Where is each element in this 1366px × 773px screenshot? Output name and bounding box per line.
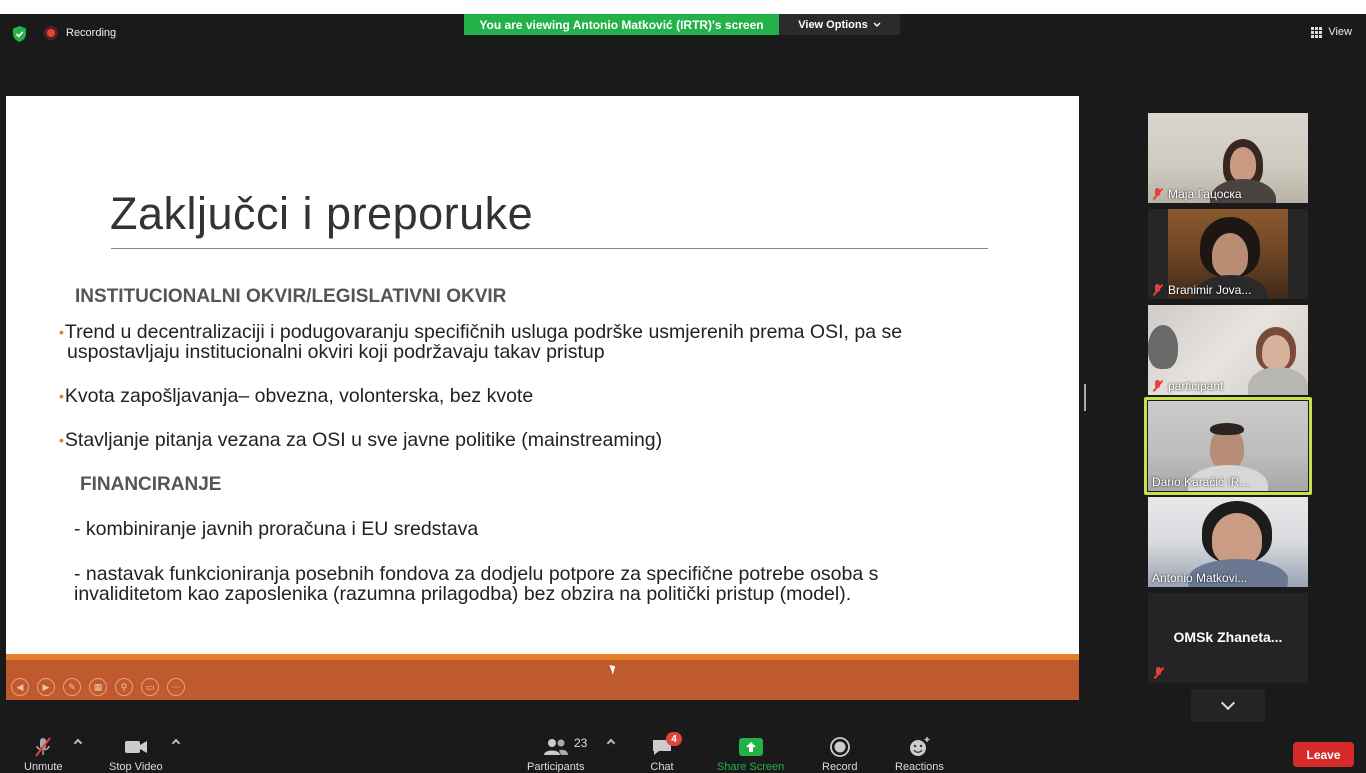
unmute-button[interactable] — [24, 736, 63, 773]
grid-view-icon — [1311, 27, 1322, 38]
participant-name: Dario Karačić IR... — [1152, 475, 1250, 489]
mic-muted-icon — [1153, 667, 1165, 679]
mic-muted-icon — [1152, 380, 1164, 392]
share-screen-label: Share Screen — [717, 761, 785, 773]
bullet-dot-icon: • — [59, 388, 64, 404]
slide-dash-item: - nastavak funkcioniranja posebnih fondova za dodjelu potpore za specifične potrebe osoba s invaliditetom kao zaposlenika (razumna prilagodba) bez obzira na politički pristup (model). — [74, 563, 879, 605]
slides-overview-icon[interactable]: ▦ — [89, 678, 107, 696]
participant-name: Маја Гацоска — [1152, 187, 1242, 201]
mic-muted-icon — [32, 736, 54, 758]
slide-bullet: •Stavljanje pitanja vezana za OSI u sve javne politike (mainstreaming) — [59, 429, 663, 451]
meeting-toolbar — [0, 722, 1366, 773]
slide-heading-financing: FINANCIRANJE — [80, 474, 222, 495]
participant-video-face — [1212, 513, 1262, 565]
pen-icon[interactable]: ✎ — [63, 678, 81, 696]
previous-slide-icon[interactable]: ◀ — [11, 678, 29, 696]
record-button[interactable] — [822, 736, 857, 773]
participants-count: 23 — [574, 736, 588, 750]
participant-video-left — [1148, 325, 1178, 369]
record-dot-icon — [44, 26, 58, 40]
mouse-cursor-icon — [609, 663, 617, 674]
slide-bullet: •Trend u decentralizaciji i podugovaranju specifičnih usluga podrške usmjerenih prema OSI, pa se uspostavljaju institucionalni okviri koji podržavaju takav pristup — [59, 322, 989, 362]
gallery-scroll-down-button[interactable] — [1191, 689, 1265, 722]
share-screen-icon — [738, 736, 764, 758]
slide-heading-institutional: INSTITUCIONALNI OKVIR/LEGISLATIVNI OKVIR — [75, 286, 507, 307]
mic-muted-icon — [1152, 188, 1164, 200]
shared-slide — [6, 96, 1079, 656]
record-label: Record — [822, 761, 858, 773]
subtitles-icon[interactable]: ▭ — [141, 678, 159, 696]
recording-indicator[interactable] — [44, 26, 116, 40]
video-camera-icon — [123, 736, 149, 758]
participant-video-face — [1230, 147, 1256, 181]
more-options-icon[interactable]: ⋯ — [167, 678, 185, 696]
participant-tile[interactable] — [1148, 113, 1308, 203]
participant-video-right-face — [1262, 335, 1290, 369]
presentation-controls — [11, 678, 185, 696]
view-options-button[interactable] — [779, 14, 900, 35]
participant-tile-active[interactable] — [1148, 401, 1308, 491]
footer-accent-line — [6, 654, 1079, 660]
audio-options-caret[interactable] — [74, 739, 82, 747]
participant-video-hair — [1210, 423, 1244, 435]
view-button[interactable] — [1311, 26, 1352, 38]
top-white-strip — [0, 0, 1366, 14]
video-options-caret[interactable] — [172, 739, 180, 747]
share-screen-button[interactable] — [717, 736, 784, 773]
participant-tile-video-off[interactable] — [1148, 593, 1308, 683]
record-icon — [829, 736, 851, 758]
participants-label: Participants — [527, 761, 585, 773]
participant-name-large: OMSk Zhaneta... — [1173, 629, 1283, 645]
shield-icon[interactable] — [11, 25, 28, 43]
chat-unread-badge: 4 — [666, 732, 682, 746]
bullet-dot-icon: • — [59, 324, 64, 340]
view-label: View — [1328, 26, 1352, 38]
viewing-banner: You are viewing Antonio Matković (IRTR)'s screen — [464, 14, 779, 35]
title-divider — [111, 248, 988, 249]
zoom-icon[interactable]: ⚲ — [115, 678, 133, 696]
mic-muted-icon — [1152, 284, 1164, 296]
participant-name: Branimir Jova... — [1152, 283, 1251, 297]
chat-label: Chat — [650, 761, 674, 773]
bullet-dot-icon: • — [59, 432, 64, 448]
participant-tile[interactable] — [1148, 209, 1308, 299]
reactions-button[interactable] — [895, 736, 944, 773]
participants-icon — [542, 736, 570, 758]
slide-dash-item: - kombiniranje javnih proračuna i EU sredstava — [74, 518, 479, 540]
slide-title: Zaključci i preporuke — [110, 188, 534, 239]
participant-name: Antonio Matkovi... — [1152, 571, 1248, 585]
slide-footer-bar — [6, 654, 1079, 700]
chevron-down-icon — [1221, 696, 1235, 710]
participant-tile[interactable] — [1148, 497, 1308, 587]
chevron-down-icon — [873, 22, 881, 28]
slide-bullet: •Kvota zapošljavanja– obvezna, volonterska, bez kvote — [59, 385, 534, 407]
view-options-label: View Options — [798, 18, 868, 31]
bullet-continuation: uspostavljaju institucionalni okviri koji podržavaju takav pristup — [67, 341, 605, 363]
unmute-label: Unmute — [24, 761, 63, 773]
next-slide-icon[interactable]: ▶ — [37, 678, 55, 696]
reactions-label: Reactions — [895, 761, 944, 773]
participant-video-face — [1212, 233, 1248, 277]
leave-button[interactable]: Leave — [1293, 742, 1354, 767]
panel-resize-handle[interactable] — [1084, 384, 1086, 411]
participant-name: participant — [1152, 379, 1223, 393]
emoji-reaction-icon — [907, 736, 931, 758]
participants-options-caret[interactable] — [607, 739, 615, 747]
stop-video-button[interactable] — [109, 736, 163, 773]
recording-label: Recording — [66, 27, 117, 39]
participant-tile[interactable] — [1148, 305, 1308, 395]
participant-video-right-body — [1248, 367, 1308, 395]
stop-video-label: Stop Video — [109, 761, 163, 773]
meeting-topbar — [0, 14, 1366, 54]
